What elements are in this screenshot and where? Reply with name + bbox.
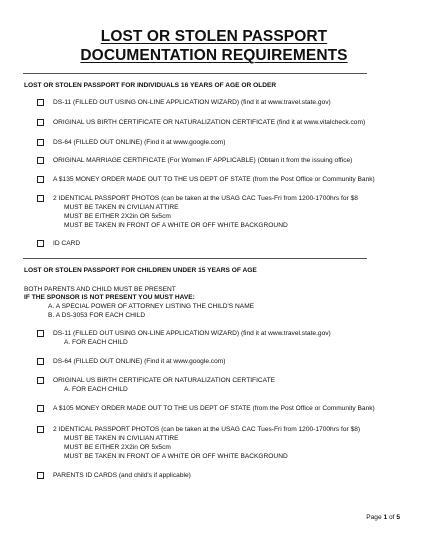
item-marriage-certificate: ORIGINAL MARRIAGE CERTIFICATE (For Women IF APPLICABLE) (Obtain it from the issuing office) xyxy=(53,157,353,164)
checkbox-id-card[interactable] xyxy=(37,240,44,247)
section-heading-children: LOST OR STOLEN PASSPORT FOR CHILDREN UNDER 15 YEARS OF AGE xyxy=(24,267,257,274)
sponsor-requirement: B. A DS-3053 FOR EACH CHILD xyxy=(48,312,146,319)
total-pages: 5 xyxy=(396,514,400,521)
sponsor-requirement: A. A SPECIAL POWER OF ATTORNEY LISTING THE CHILD'S NAME xyxy=(48,303,255,310)
page-number xyxy=(366,514,400,522)
item-passport-photos: 2 IDENTICAL PASSPORT PHOTOS (can be taken at the USAG CAC Tues-Fri from 1200-1700hrs for $8 xyxy=(53,195,358,202)
checkbox-ds64[interactable] xyxy=(37,139,44,146)
section-divider xyxy=(23,258,367,259)
intro-both-parents: BOTH PARENTS AND CHILD MUST BE PRESENT xyxy=(24,286,176,293)
for-each-child-note: A. FOR EACH CHILD xyxy=(64,386,128,393)
checkbox-marriage-certificate[interactable] xyxy=(37,157,44,164)
section-divider xyxy=(23,73,367,74)
item-ds64: DS-64 (FILLED OUT ONLINE) (Find it at www.google.com) xyxy=(53,139,226,146)
photo-note: MUST BE TAKEN IN CIVILIAN ATTIRE xyxy=(64,435,179,442)
item-parents-id-cards: PARENTS ID CARDS (and child's if applicable) xyxy=(53,472,191,479)
item-birth-certificate: ORIGINAL US BIRTH CERTIFICATE OR NATURALIZATION CERTIFICATE (find it at www.vitalcheck.com) xyxy=(53,119,366,126)
item-child-money-order: A $105 MONEY ORDER MADE OUT TO THE US DEPT OF STATE (from the Post Office or Community Bank) xyxy=(53,405,375,412)
photo-note: MUST BE TAKEN IN FRONT OF A WHITE OR OFF WHITE BACKGROUND xyxy=(64,222,288,229)
intro-sponsor-absent: IF THE SPONSOR IS NOT PRESENT YOU MUST HAVE: xyxy=(24,294,195,301)
checkbox-parents-id-cards[interactable] xyxy=(37,472,44,479)
item-money-order: A $135 MONEY ORDER MADE OUT TO THE US DEPT OF STATE (from the Post Office or Community Bank) xyxy=(53,176,375,183)
photo-note: MUST BE EITHER 2X2in OR 5x5cm xyxy=(64,213,171,220)
document-title-line-2: DOCUMENTATION REQUIREMENTS xyxy=(80,47,348,64)
item-child-ds64: DS-64 (FILLED OUT ONLINE) (Find it at www.google.com) xyxy=(53,358,226,365)
item-id-card: ID CARD xyxy=(53,240,81,247)
photo-note: MUST BE TAKEN IN FRONT OF A WHITE OR OFF WHITE BACKGROUND xyxy=(64,453,288,460)
item-child-passport-photos: 2 IDENTICAL PASSPORT PHOTOS (can be taken at the USAG CAC Tues-Fri from 1200-1700hrs for $8) xyxy=(53,426,361,433)
section-heading-adults: LOST OR STOLEN PASSPORT FOR INDIVIDUALS 16 YEARS OF AGE OR OLDER xyxy=(24,82,277,89)
page-word: Page xyxy=(366,514,382,521)
for-each-child-note: A. FOR EACH CHILD xyxy=(64,339,128,346)
photo-note: MUST BE EITHER 2X2in OR 5x5cm xyxy=(64,444,171,451)
checkbox-birth-certificate[interactable] xyxy=(37,119,44,126)
checkbox-child-ds11[interactable] xyxy=(37,330,44,337)
checkbox-child-money-order[interactable] xyxy=(37,405,44,412)
current-page: 1 xyxy=(383,514,388,521)
checkbox-child-passport-photos[interactable] xyxy=(37,426,44,433)
checkbox-child-birth-certificate[interactable] xyxy=(37,377,44,384)
checkbox-passport-photos[interactable] xyxy=(37,195,44,202)
photo-note: MUST BE TAKEN IN CIVILIAN ATTIRE xyxy=(64,204,179,211)
checkbox-money-order[interactable] xyxy=(37,176,44,183)
document-title-line-1: LOST OR STOLEN PASSPORT xyxy=(100,28,328,45)
of-word: of xyxy=(388,514,395,521)
item-child-ds11: DS-11 (FILLED OUT USING ON-LINE APPLICATION WIZARD) (find it at www.travel.state.gov) xyxy=(53,330,331,337)
item-ds11: DS-11 (FILLED OUT USING ON-LINE APPLICATION WIZARD) (find it at www.travel.state.gov) xyxy=(53,99,331,106)
checkbox-child-ds64[interactable] xyxy=(37,358,44,365)
item-child-birth-certificate: ORIGINAL US BIRTH CERTIFICATE OR NATURALIZATION CERTIFICATE xyxy=(53,377,276,384)
checkbox-ds11[interactable] xyxy=(37,99,44,106)
